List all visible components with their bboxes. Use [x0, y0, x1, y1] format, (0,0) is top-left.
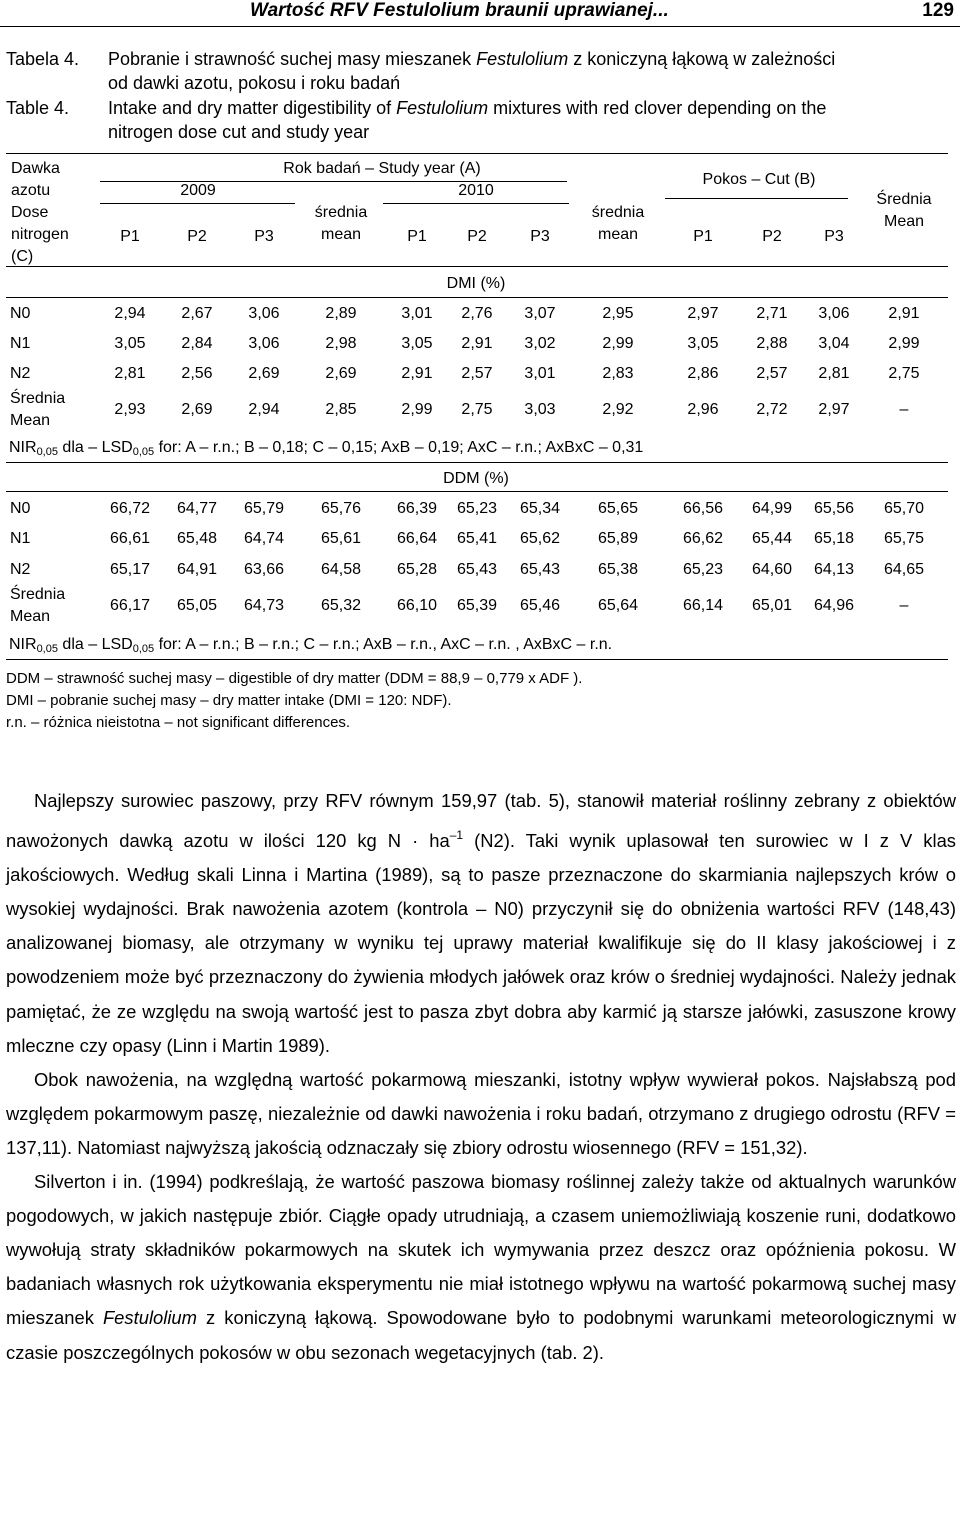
- table-cell: 3,05: [687, 335, 719, 352]
- table-cell: 2,76: [461, 305, 493, 322]
- section-dmi-label: DMI (%): [446, 275, 506, 292]
- dmi-section-rule: [6, 297, 948, 298]
- table-cell: 64,99: [751, 500, 793, 517]
- table-cell: 2,81: [818, 365, 850, 382]
- page-number: 129: [922, 0, 954, 21]
- table-cell: 2,96: [687, 401, 719, 418]
- header-dose-line: azotu: [11, 182, 51, 199]
- table-cell: 66,14: [682, 597, 724, 614]
- row-label: Średnia: [10, 390, 66, 407]
- study-year-rule: [100, 181, 567, 182]
- dmi-lsd-line: [9, 439, 643, 458]
- caption-text-pl: [108, 47, 958, 95]
- table-cell: 65,05: [176, 597, 218, 614]
- table-cell: 65,38: [597, 561, 639, 578]
- note-line: DDM – strawność suchej masy – digestible of dry matter (DDM = 88,9 – 0,779 x ADF ).: [6, 670, 583, 687]
- table-cell: 3,01: [401, 305, 433, 322]
- header-year-2009: 2009: [180, 182, 216, 199]
- lsd-text: NIR: [9, 636, 37, 653]
- header-p2: P2: [187, 228, 207, 245]
- table-cell: 2,69: [325, 365, 357, 382]
- table-cell: 65,32: [320, 597, 362, 614]
- table-cell: 64,91: [176, 561, 218, 578]
- table-cell: 2,84: [181, 335, 213, 352]
- lsd-text: dla – LSD: [57, 439, 133, 456]
- row-label: N2: [10, 365, 31, 382]
- paragraph-1: [6, 784, 956, 1063]
- table-cell: 2,75: [888, 365, 920, 382]
- paragraph-text: Silverton i in. (1994) podkreślają, że wartość paszowa biomasy roślinnej zależy także od aktualnych warunków pogodowych, w jakich następuje zbiór. Ciągłe opady utrudniają, a czasem uniemożliwiają koszenie runi, dodatkowo wywołują straty składników pokarmowych na skutek ich wymywania przez deszcz oraz opóźnienia pokosu. W badaniach własnych rok użytkowania eksperymentu nie miał istotnego wpływu na wartość pokarmową suchej masy mieszanek: [6, 1171, 956, 1329]
- row-label: Średnia: [10, 586, 66, 603]
- table-cell: 66,61: [109, 530, 151, 547]
- header-grand-mean-en: Mean: [883, 213, 925, 230]
- table-cell: 65,39: [456, 597, 498, 614]
- row-label: N0: [10, 500, 31, 517]
- caption-text-en: [108, 96, 958, 144]
- table-cell: 2,91: [461, 335, 493, 352]
- caption-italic-genus: Festulolium: [396, 98, 489, 118]
- caption-text-part: Intake and dry matter digestibility of: [108, 98, 397, 118]
- header-dose-column: [11, 158, 69, 268]
- caption-line2: od dawki azotu, pokosu i roku badań: [108, 73, 401, 93]
- paragraph-2: Obok nawożenia, na względną wartość pokarmową mieszanki, istotny wpływ wywierał pokos. Najsłabszą pod względem pokarmowym paszę, niezależnie od dawki nawożenia i roku badań, otrzymano z drugiego odrostu (RFV = 137,11). Natomiast najwyższą jakością odznaczały się zbiory odrostu wiosennego (RFV = 151,32).: [6, 1068, 956, 1158]
- table-cell: 65,64: [597, 597, 639, 614]
- table-cell: 2,98: [325, 335, 357, 352]
- caption-text-part: mixtures with red clover depending on the: [488, 98, 827, 118]
- table-cell: 65,43: [456, 561, 498, 578]
- table-cell: 3,05: [401, 335, 433, 352]
- table-cell: 2,67: [181, 305, 213, 322]
- table-cell: 3,06: [818, 305, 850, 322]
- table-cell: 2,94: [248, 401, 280, 418]
- table-cell: 2,69: [248, 365, 280, 382]
- header-p2: P2: [467, 228, 487, 245]
- table-cell: 65,46: [519, 597, 561, 614]
- table-cell: 64,73: [243, 597, 285, 614]
- note-line: DMI – pobranie suchej masy – dry matter intake (DMI = 120: NDF).: [6, 692, 452, 709]
- table-cell: 2,95: [602, 305, 634, 322]
- ddm-section-top-rule: [6, 462, 948, 463]
- table-cell: 3,04: [818, 335, 850, 352]
- lsd-text: for: A – r.n.; B – 0,18; C – 0,15; AxB – 0,19; AxC – r.n.; AxBxC – 0,31: [154, 439, 644, 456]
- table-cell: 64,65: [883, 561, 925, 578]
- table-cell: 2,57: [756, 365, 788, 382]
- table-cell: 2,69: [181, 401, 213, 418]
- note-line: r.n. – różnica nieistotna – not significant differences.: [6, 714, 351, 731]
- cut-rule: [665, 198, 848, 199]
- table-cell: 65,70: [883, 500, 925, 517]
- lsd-subscript: 0,05: [132, 643, 155, 655]
- table-cell: 65,56: [813, 500, 855, 517]
- table-cell: 2,86: [687, 365, 719, 382]
- header-p1: P1: [120, 228, 140, 245]
- table-cell: 65,61: [320, 530, 362, 547]
- table-cell: 64,13: [813, 561, 855, 578]
- paragraph-3: [6, 1165, 956, 1370]
- header-p1: P1: [693, 228, 713, 245]
- year-2009-rule: [100, 203, 295, 204]
- table-cell: 65,43: [519, 561, 561, 578]
- table-cell: 65,18: [813, 530, 855, 547]
- table-cell: 65,23: [682, 561, 724, 578]
- table-cell: –: [899, 597, 909, 614]
- table-cell: 66,64: [396, 530, 438, 547]
- table-cell: 2,99: [602, 335, 634, 352]
- table-cell: 64,58: [320, 561, 362, 578]
- header-p3: P3: [254, 228, 274, 245]
- table-cell: 66,10: [396, 597, 438, 614]
- lsd-subscript: 0,05: [36, 446, 58, 458]
- table-cell: 2,88: [756, 335, 788, 352]
- table-cell: 2,81: [114, 365, 146, 382]
- table-cell: 64,77: [176, 500, 218, 517]
- caption-line2: nitrogen dose cut and study year: [108, 122, 370, 142]
- header-dose-line: Dawka: [11, 160, 60, 177]
- caption-text-part: Pobranie i strawność suchej masy mieszanek: [108, 49, 477, 69]
- lsd-subscript: 0,05: [132, 446, 155, 458]
- table-cell: 66,72: [109, 500, 151, 517]
- ddm-lsd-line: [9, 636, 612, 655]
- header-p3: P3: [824, 228, 844, 245]
- table-cell: 65,17: [109, 561, 151, 578]
- paragraph-text: (N2). Taki wynik uplasował ten surowiec w I z V klas jakościowych. Według skali Linna i Martina (1989), są to pasze przeznaczone do skarmiania najlepszych krów o wysokiej wydajności. Brak nawożenia azotem (kontrola – N0) przyczynił się do obniżenia wartości RFV (148,43) analizowanej biomasy, ale otrzymany w wyniku tej uprawy materiał kwalifikuje się do II klasy jakościowej i z powodzeniem może być przeznaczony do żywienia młodych jałówek oraz krów o średniej wydajności. Należy jednak pamiętać, że ze względu na swoją wartość jest to pasza zbyt dobra aby karmić ją starsze jałówki, zasuszone krowy mleczne czy opasy (Linn i Martin 1989).: [6, 830, 956, 1056]
- body-text: [6, 784, 956, 1370]
- table-cell: 2,83: [602, 365, 634, 382]
- caption-label-pl: Tabela 4.: [6, 49, 80, 69]
- header-mean-pl-2010: średnia: [591, 204, 645, 221]
- table-cell: 65,23: [456, 500, 498, 517]
- running-title: Wartość RFV Festulolium braunii uprawianej...: [250, 0, 669, 21]
- table-cell: 64,96: [813, 597, 855, 614]
- section-ddm-label: DDM (%): [443, 470, 509, 487]
- page-header: [0, 0, 960, 27]
- header-study-year: Rok badań – Study year (A): [283, 160, 481, 177]
- table-cell: 3,02: [524, 335, 556, 352]
- table-cell: 65,65: [597, 500, 639, 517]
- header-cut: Pokos – Cut (B): [702, 171, 816, 188]
- header-dose-line: nitrogen: [11, 226, 69, 243]
- header-p3: P3: [530, 228, 550, 245]
- table-cell: 2,57: [461, 365, 493, 382]
- table-cell: 66,17: [109, 597, 151, 614]
- header-mean-pl-2009: średnia: [314, 204, 368, 221]
- header-p2: P2: [762, 228, 782, 245]
- header-dose-line: (C): [11, 248, 34, 265]
- italic-genus: Festulolium: [102, 1307, 197, 1329]
- table-cell: 2,85: [325, 401, 357, 418]
- table-caption-pl: [0, 47, 960, 97]
- table-cell: 2,56: [181, 365, 213, 382]
- table-cell: 65,75: [883, 530, 925, 547]
- table-cell: 65,62: [519, 530, 561, 547]
- table-cell: 65,48: [176, 530, 218, 547]
- table-cell: 65,01: [751, 597, 793, 614]
- table-cell: 65,28: [396, 561, 438, 578]
- table-cell: 2,89: [325, 305, 357, 322]
- paragraph-text: Najlepszy surowiec paszowy, przy RFV równym 159,97 (tab. 5), stanowił materiał roślinny zebrany z obiektów nawożonych dawką azotu w ilości 120 kg N · ha: [6, 790, 956, 852]
- table-cell: 2,93: [114, 401, 146, 418]
- table-cell: 2,94: [114, 305, 146, 322]
- header-mean-en-2009: mean: [320, 226, 362, 243]
- year-2010-rule: [383, 203, 569, 204]
- table-cell: 2,97: [818, 401, 850, 418]
- table-cell: 3,06: [248, 335, 280, 352]
- header-p1: P1: [407, 228, 427, 245]
- paragraph-text: z koniczyną łąkową. Spowodowane było to podobnymi warunkami meteorologicznymi w czasie poszczególnych pokosów w obu sezonach wegetacyjnych (tab. 2).: [6, 1307, 956, 1363]
- table-cell: 3,01: [524, 365, 556, 382]
- header-bottom-rule: [6, 266, 948, 267]
- table-cell: 65,79: [243, 500, 285, 517]
- table-cell: 65,89: [597, 530, 639, 547]
- table-cell: 65,76: [320, 500, 362, 517]
- table-cell: 2,97: [687, 305, 719, 322]
- table-cell: 2,91: [401, 365, 433, 382]
- table-cell: 66,39: [396, 500, 438, 517]
- table-top-rule: [6, 153, 948, 154]
- row-label: Mean: [10, 412, 51, 429]
- table-cell: 66,56: [682, 500, 724, 517]
- lsd-text: for: A – r.n.; B – r.n.; C – r.n.; AxB – r.n., AxC – r.n. , AxBxC – r.n.: [154, 636, 613, 653]
- table-cell: 2,71: [756, 305, 788, 322]
- lsd-text: dla – LSD: [57, 636, 133, 653]
- caption-italic-genus: Festulolium: [476, 49, 569, 69]
- caption-label-en: Table 4.: [6, 98, 70, 118]
- table-cell: 65,34: [519, 500, 561, 517]
- caption-text-part: z koniczyną łąkową w zależności: [568, 49, 836, 69]
- table-cell: 3,05: [114, 335, 146, 352]
- header-year-2010: 2010: [458, 182, 494, 199]
- table-cell: 63,66: [243, 561, 285, 578]
- table-cell: 2,99: [888, 335, 920, 352]
- table-cell: 64,60: [751, 561, 793, 578]
- table-bottom-rule: [6, 659, 948, 660]
- table-cell: 64,74: [243, 530, 285, 547]
- lsd-text: NIR: [9, 439, 37, 456]
- table-cell: 2,91: [888, 305, 920, 322]
- table-cell: 65,41: [456, 530, 498, 547]
- table-cell: 3,07: [524, 305, 556, 322]
- row-label: Mean: [10, 608, 51, 625]
- table-notes: [6, 668, 582, 734]
- row-label: N0: [10, 305, 31, 322]
- row-label: N1: [10, 335, 31, 352]
- table-cell: 66,62: [682, 530, 724, 547]
- table-cell: 2,75: [461, 401, 493, 418]
- table-cell: 2,72: [756, 401, 788, 418]
- row-label: N2: [10, 561, 31, 578]
- table-cell: 2,92: [602, 401, 634, 418]
- header-mean-en-2010: mean: [597, 226, 639, 243]
- table-cell: 65,44: [751, 530, 793, 547]
- row-label: N1: [10, 530, 31, 547]
- lsd-subscript: 0,05: [36, 643, 58, 655]
- table-cell: –: [899, 401, 909, 418]
- ddm-section-rule: [6, 491, 948, 492]
- header-grand-mean-pl: Średnia: [876, 191, 932, 208]
- table-cell: 3,06: [248, 305, 280, 322]
- table-caption-en: [0, 96, 960, 146]
- header-dose-line: Dose: [11, 204, 49, 221]
- table-cell: 2,99: [401, 401, 433, 418]
- table-cell: 3,03: [524, 401, 556, 418]
- superscript: –1: [449, 828, 464, 843]
